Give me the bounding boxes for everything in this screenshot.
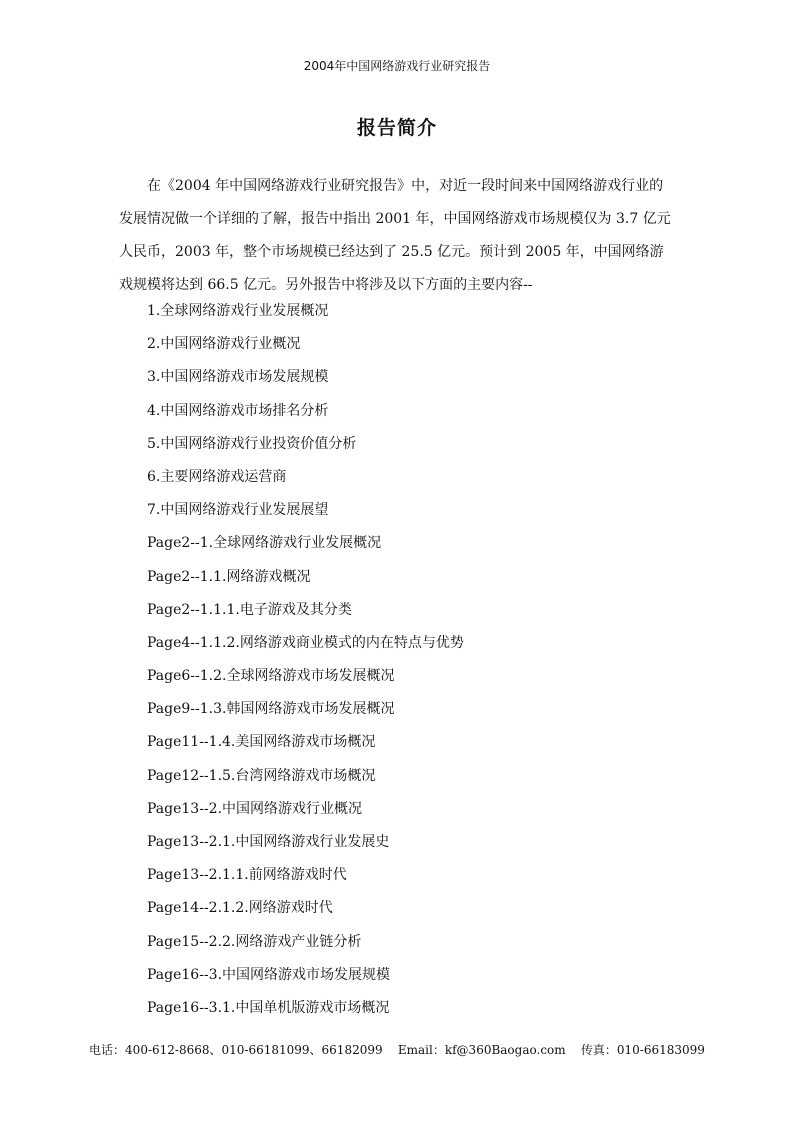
toc-item: Page11--1.4.美国网络游戏市场概况: [147, 734, 376, 751]
page-title: 报告简介: [356, 117, 437, 139]
page-footer-contact: 电话：400-612-8668、010-66181099、66182099 Email：kf@360Baogao.com 传真：010-66183099: [89, 1043, 705, 1057]
toc-item: 5.中国网络游戏行业投资价值分析: [147, 435, 357, 452]
toc-item: Page15--2.2.网络游戏产业链分析: [147, 933, 362, 950]
toc-item: Page14--2.1.2.网络游戏时代: [147, 900, 333, 917]
table-of-contents: [147, 295, 464, 1025]
intro-paragraph: 在《2004 年中国网络游戏行业研究报告》中，对近一段时间来中国网络游戏行业的发展情况做一个详细的了解，报告中指出 2001 年，中国网络游戏市场规模仅为 3.7 亿元人民币，2003 年，整个市场规模已经达到了 25.5 亿元。预计到 2005 年，中国网络游戏规模将达到 66.5 亿元。另外报告中将涉及以下方面的主要内容--: [119, 178, 671, 293]
toc-item: Page16--3.1.中国单机版游戏市场概况: [147, 999, 390, 1016]
toc-item: 7.中国网络游戏行业发展展望: [147, 502, 329, 519]
toc-item: Page9--1.3.韩国网络游戏市场发展概况: [147, 701, 395, 718]
toc-item: 4.中国网络游戏市场排名分析: [147, 402, 329, 419]
toc-item: 6.主要网络游戏运营商: [147, 468, 287, 485]
toc-item: Page13--2.1.1.前网络游戏时代: [147, 867, 347, 884]
toc-item: Page6--1.2.全球网络游戏市场发展概况: [147, 668, 395, 685]
toc-item: Page13--2.中国网络游戏行业概况: [147, 800, 363, 817]
toc-item: Page4--1.1.2.网络游戏商业模式的内在特点与优势: [147, 634, 464, 651]
toc-item: Page12--1.5.台湾网络游戏市场概况: [147, 767, 376, 784]
page-header: 2004年中国网络游戏行业研究报告: [303, 59, 491, 73]
toc-item: Page2--1.1.1.电子游戏及其分类: [147, 601, 352, 618]
toc-item: Page13--2.1.中国网络游戏行业发展史: [147, 834, 390, 850]
toc-item: 2.中国网络游戏行业概况: [147, 336, 301, 353]
toc-item: 3.中国网络游戏市场发展规模: [147, 369, 329, 386]
toc-item: 1.全球网络游戏行业发展概况: [147, 303, 329, 319]
toc-item: Page2--1.1.网络游戏概况: [147, 568, 311, 585]
toc-item: Page16--3.中国网络游戏市场发展规模: [147, 966, 391, 983]
toc-item: Page2--1.全球网络游戏行业发展概况: [147, 535, 382, 552]
